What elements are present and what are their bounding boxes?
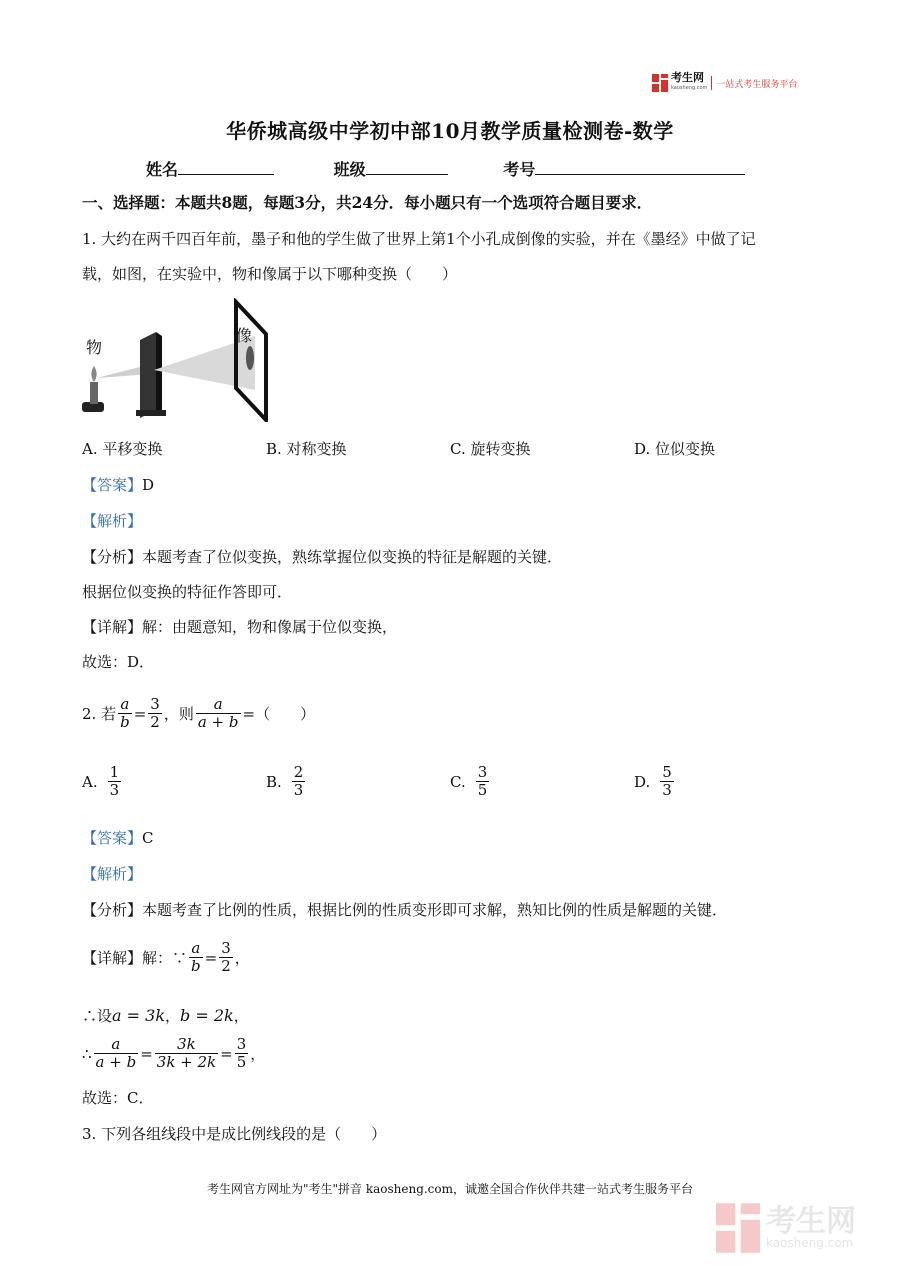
q1-detail: 【详解】解：由题意知，物和像属于位似变换， xyxy=(82,618,398,636)
candle-body xyxy=(90,382,98,404)
q1-line1: 1. 大约在两千四百年前，墨子和他的学生做了世界上第1个小孔成倒像的实验，并在《墨经》中做了记 xyxy=(82,230,756,248)
q3-stem: 3. 下列各组线段中是成比例线段的是（ ） xyxy=(82,1125,387,1143)
q1-fenxi2: 根据位似变换的特征作答即可． xyxy=(82,583,293,601)
q1-option-a[interactable]: A. 平移变换 xyxy=(82,440,163,458)
brand-slogan: 一站式考生服务平台 xyxy=(716,79,798,90)
class-label: 班级 xyxy=(333,160,366,179)
section-header: 一、选择题：本题共8题，每题3分，共24分．每小题只有一个选项符合题目要求． xyxy=(82,193,653,212)
q1-answer: 【答案】D xyxy=(82,476,155,494)
candle-flame xyxy=(91,366,96,382)
inverted-image xyxy=(246,346,254,370)
q2-step3: ∴ $\frac{a}{a + b}$ = $\frac{3k}{3k + 2k}$ = $\frac{3}{5}$ ， xyxy=(82,1035,266,1071)
q1-option-b[interactable]: B. 对称变换 xyxy=(266,440,347,458)
q2-analysis-label: 【解析】 xyxy=(82,865,143,883)
page-title: 华侨城高级中学初中部10月教学质量检测卷-数学 xyxy=(226,119,674,143)
q2-stem: 2. 若 $\frac{a}{b}$ = $\frac{3}{2}$ ，则 $\frac{a}{a + b}$ =（ ） xyxy=(82,695,316,731)
q2-option-b[interactable]: B. $\frac{2}{3}$ xyxy=(266,763,304,799)
q2-answer: 【答案】C xyxy=(82,829,154,847)
number-label: 考号 xyxy=(503,160,536,179)
q2-option-c[interactable]: C. $\frac{3}{5}$ xyxy=(450,763,488,799)
fig-label-image: 像 xyxy=(236,326,253,345)
watermark xyxy=(716,1203,856,1253)
q2-choose: 故选：C． xyxy=(82,1089,154,1107)
q2-detail: 【详解】 解：∵ $\frac{a}{b}$ = $\frac{3}{2}$ ， xyxy=(82,939,250,975)
brand-mark-icon xyxy=(652,74,668,92)
student-info-row xyxy=(146,157,745,180)
name-label: 姓名 xyxy=(146,160,179,179)
pinhole-diagram xyxy=(80,298,270,422)
brand-name: 考生网 xyxy=(671,71,704,84)
frac-a-b: $\frac{a}{b}$ xyxy=(120,695,130,731)
q1-analysis-label: 【解析】 xyxy=(82,512,143,530)
watermark-name: 考生网 xyxy=(766,1204,856,1239)
name-field[interactable] xyxy=(178,160,274,175)
q2-step2: ∴设a = 3k，b = 2k， xyxy=(82,1006,249,1025)
pinhole-figure xyxy=(80,298,270,422)
q2-fenxi: 【分析】本题考查了比例的性质，根据比例的性质变形即可求解，熟知比例的性质是解题的关键． xyxy=(82,901,728,919)
brand-domain: kaosheng.com xyxy=(671,85,708,91)
q1-choose: 故选：D． xyxy=(82,653,155,671)
page-footer: 考生网官方网址为"考生"拼音 kaosheng.com，诚邀全国合作伙伴共建一站式考生服务平台 xyxy=(206,1182,694,1196)
frac-3-2: $\frac{3}{2}$ xyxy=(150,695,160,731)
q1-option-c[interactable]: C. 旋转变换 xyxy=(450,440,531,458)
watermark-domain: kaosheng.com xyxy=(766,1236,854,1250)
frac-a-apb: $\frac{a}{a + b}$ xyxy=(197,695,239,731)
brand-logo xyxy=(652,72,797,94)
q2-option-d[interactable]: D. $\frac{5}{3}$ xyxy=(634,763,672,799)
fig-label-object: 物 xyxy=(86,338,103,357)
watermark-mark-icon xyxy=(716,1203,760,1253)
q2-option-a[interactable]: A. $\frac{1}{3}$ xyxy=(82,763,120,799)
q1-line2: 载，如图，在实验中，物和像属于以下哪种变换（ ） xyxy=(82,265,458,283)
pinhole-board xyxy=(140,332,156,418)
number-field[interactable] xyxy=(535,160,745,175)
q1-option-d[interactable]: D. 位似变换 xyxy=(634,440,716,458)
class-field[interactable] xyxy=(366,160,448,175)
q1-fenxi: 【分析】本题考查了位似变换，熟练掌握位似变换的特征是解题的关键． xyxy=(82,548,563,566)
